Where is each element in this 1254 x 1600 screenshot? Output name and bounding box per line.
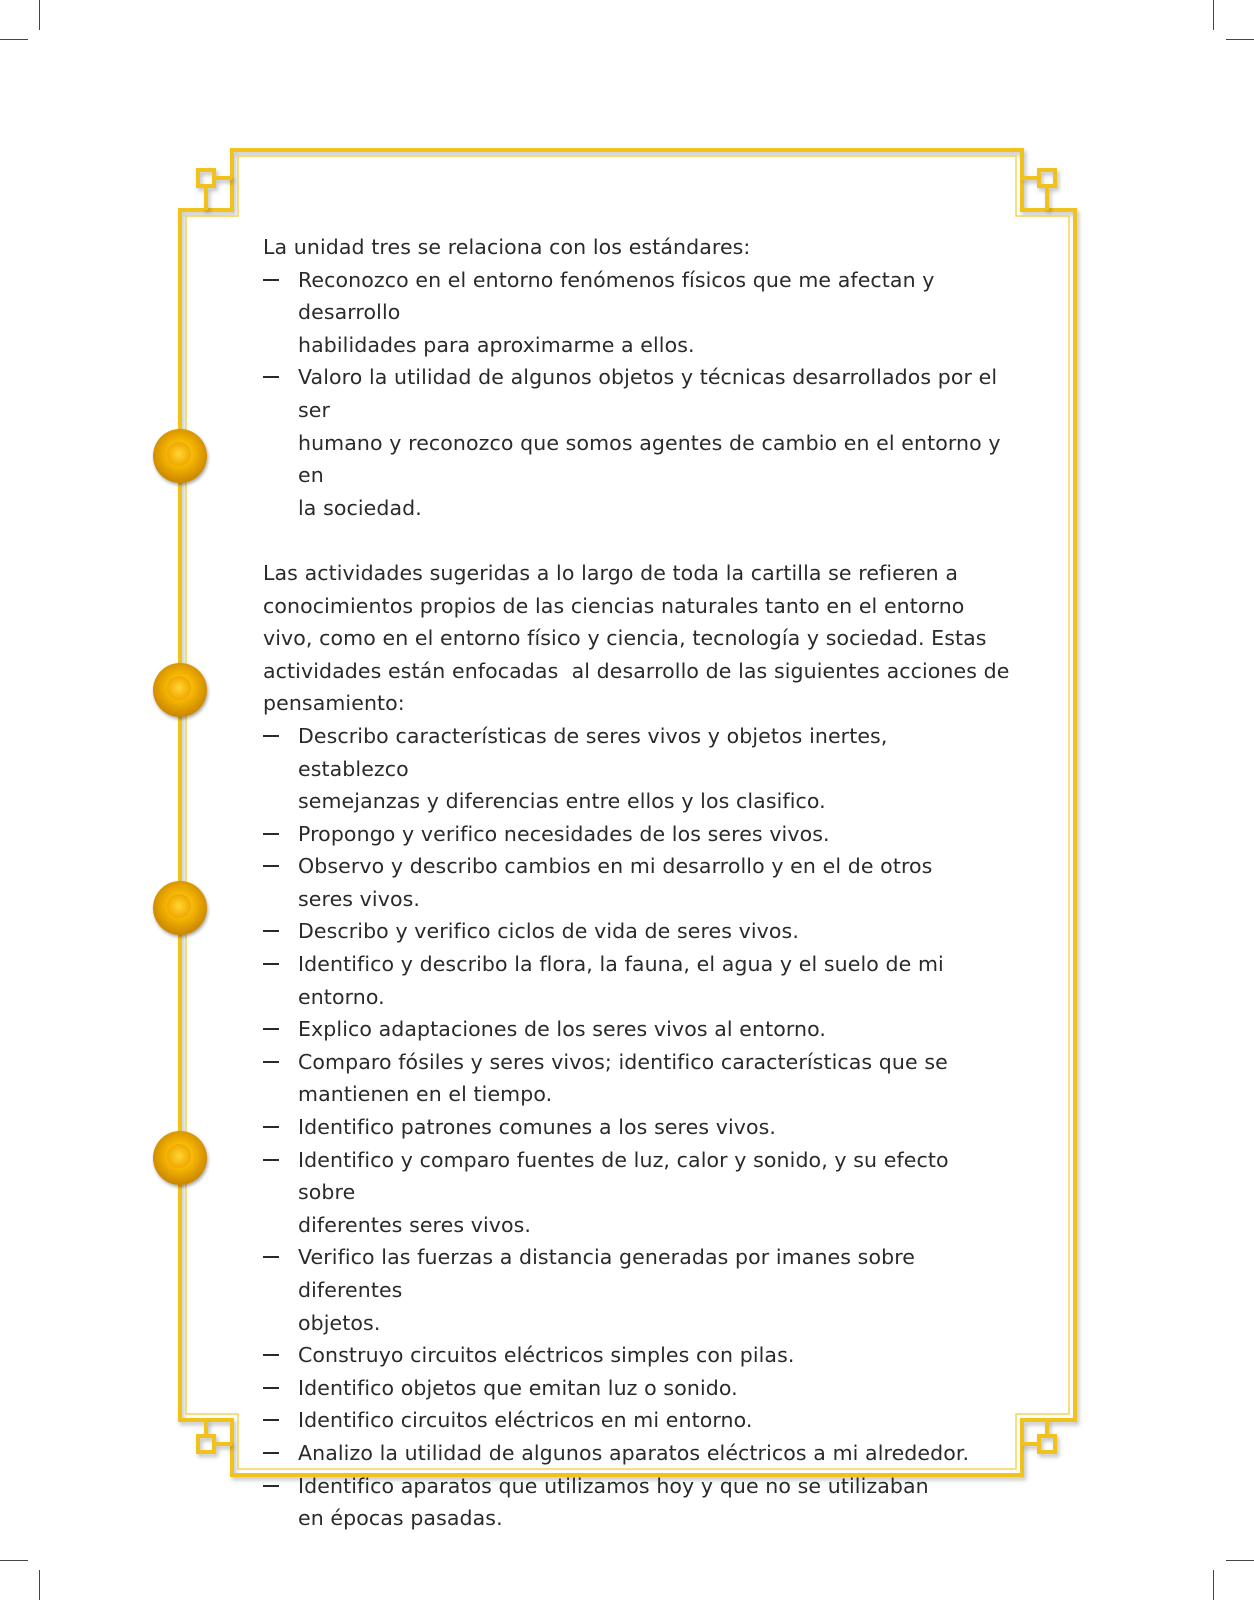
dash-bullet xyxy=(263,279,279,281)
list-item xyxy=(263,720,1003,818)
list-item-line: mantienen en el tiempo. xyxy=(298,1082,553,1107)
list-item-line: Describo características de seres vivos y objetos inertes, establezco xyxy=(298,723,888,781)
dash-bullet xyxy=(263,833,279,835)
list-item-line: Identifico y comparo fuentes de luz, calor y sonido, y su efecto sobre xyxy=(298,1147,949,1205)
actions-list xyxy=(263,720,1003,1535)
list-item xyxy=(263,1470,1003,1535)
list-item-line: Describo y verifico ciclos de vida de seres vivos. xyxy=(298,919,799,944)
dash-bullet xyxy=(263,1387,279,1389)
list-item xyxy=(263,1046,1003,1111)
list-item xyxy=(263,1437,1003,1470)
list-item-line: semejanzas y diferencias entre ellos y los clasifico. xyxy=(298,789,826,814)
list-item xyxy=(263,1241,1003,1339)
paragraph-line: pensamiento: xyxy=(263,691,405,716)
list-item-line: Observo y describo cambios en mi desarrollo y en el de otros xyxy=(298,854,933,879)
list-item-line: Verifico las fuerzas a distancia generadas por imanes sobre diferentes xyxy=(298,1245,915,1302)
list-item xyxy=(263,948,1003,1013)
list-item-line: seres vivos. xyxy=(298,886,420,911)
list-item-line: Identifico aparatos que utilizamos hoy y que no se utilizaban xyxy=(298,1473,929,1498)
list-item xyxy=(263,1013,1003,1046)
list-item xyxy=(263,361,1003,524)
dash-bullet xyxy=(263,376,279,378)
list-item-line: humano y reconozco que somos agentes de cambio en el entorno y en xyxy=(298,430,1001,488)
binder-ring xyxy=(153,881,207,935)
list-item xyxy=(263,1404,1003,1437)
dash-bullet xyxy=(263,1452,279,1454)
paragraph-line: vivo, como en el entorno físico y ciencia, tecnología y sociedad. Estas xyxy=(263,626,987,651)
list-item-line: diferentes seres vivos. xyxy=(298,1212,532,1237)
list-item-line: Comparo fósiles y seres vivos; identifico características que se xyxy=(298,1049,948,1074)
paragraph-line: actividades están enfocadas al desarrollo de las siguientes acciones de xyxy=(263,658,1010,683)
binder-ring xyxy=(153,663,207,717)
list-item-line: objetos. xyxy=(298,1310,381,1335)
intro-text: La unidad tres se relaciona con los estándares: xyxy=(263,235,751,259)
list-item-line: Identifico circuitos eléctricos en mi entorno. xyxy=(298,1408,753,1433)
dash-bullet xyxy=(263,1159,279,1161)
binder-ring xyxy=(153,429,207,483)
list-item-line: Construyo circuitos eléctricos simples con pilas. xyxy=(298,1343,795,1368)
list-item-line: Analizo la utilidad de algunos aparatos eléctricos a mi alrededor. xyxy=(298,1440,970,1465)
standards-list xyxy=(263,264,1003,525)
dash-bullet xyxy=(263,1485,279,1487)
list-item-line: la sociedad. xyxy=(298,495,422,520)
list-item xyxy=(263,915,1003,948)
paragraph-line: conocimientos propios de las ciencias naturales tanto en el entorno xyxy=(263,593,965,618)
list-item xyxy=(263,1372,1003,1405)
list-item xyxy=(263,1111,1003,1144)
dash-bullet xyxy=(263,1061,279,1063)
paragraph-line: Las actividades sugeridas a lo largo de toda la cartilla se refieren a xyxy=(263,560,959,585)
spacer xyxy=(263,524,1003,557)
dash-bullet xyxy=(263,1354,279,1356)
binder-ring xyxy=(153,1131,207,1185)
list-item xyxy=(263,850,1003,915)
dash-bullet xyxy=(263,1256,279,1258)
list-item-line: Identifico y describo la flora, la fauna, el agua y el suelo de mi entorno. xyxy=(298,952,944,1009)
dash-bullet xyxy=(263,1419,279,1421)
list-item-line: en épocas pasadas. xyxy=(298,1506,503,1531)
activities-paragraph xyxy=(263,557,1010,720)
list-item-line: Explico adaptaciones de los seres vivos al entorno. xyxy=(298,1017,827,1042)
page-content xyxy=(263,231,1010,1535)
list-item xyxy=(263,818,1003,851)
dash-bullet xyxy=(263,865,279,867)
list-item-line: Reconozco en el entorno fenómenos físicos que me afectan y desarrollo xyxy=(298,267,935,325)
list-item xyxy=(263,264,1003,362)
list-item-line: Valoro la utilidad de algunos objetos y técnicas desarrollados por el ser xyxy=(298,365,998,422)
list-item xyxy=(263,1339,1003,1372)
list-item-line: habilidades para aproximarme a ellos. xyxy=(298,332,695,357)
list-item xyxy=(263,1144,1003,1242)
dash-bullet xyxy=(263,735,279,737)
dash-bullet xyxy=(263,963,279,965)
list-item-line: Propongo y verifico necesidades de los seres vivos. xyxy=(298,821,830,846)
dash-bullet xyxy=(263,1028,279,1030)
list-item-line: Identifico objetos que emitan luz o sonido. xyxy=(298,1375,738,1400)
list-item-line: Identifico patrones comunes a los seres vivos. xyxy=(298,1115,777,1140)
dash-bullet xyxy=(263,1126,279,1128)
dash-bullet xyxy=(263,930,279,932)
